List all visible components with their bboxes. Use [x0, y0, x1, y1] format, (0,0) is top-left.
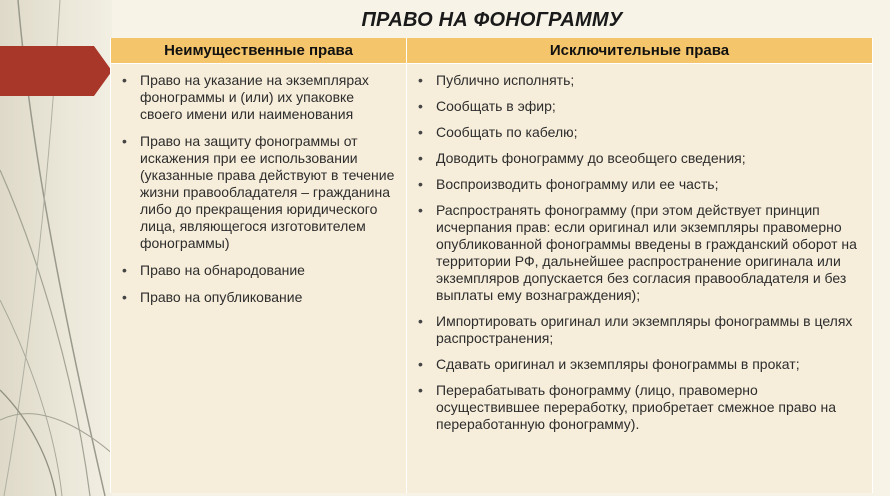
list-item — [413, 98, 864, 115]
bullet-icon: • — [122, 133, 127, 149]
bullet-icon: • — [418, 150, 423, 166]
list-item — [413, 150, 864, 167]
list-item — [413, 176, 864, 193]
list-item-text: Право на защиту фонограммы от искажения при ее использовании (указанные права действуют в течение жизни правообладателя – гражданина либо до прекращения юридического лица, являющегося изготовителем фонограммы) — [140, 133, 395, 251]
bullet-icon: • — [418, 72, 423, 88]
list-item-text: Воспроизводить фонограмму или ее часть; — [436, 176, 719, 192]
list-item-text: Сообщать в эфир; — [436, 98, 556, 114]
bullet-icon: • — [418, 313, 423, 329]
bullet-icon: • — [418, 356, 423, 372]
bullet-icon: • — [418, 124, 423, 140]
table-header-row — [111, 38, 873, 64]
list-item-text: Право на обнародование — [140, 262, 305, 278]
bullet-icon: • — [122, 72, 127, 88]
bullet-icon: • — [122, 262, 127, 278]
bullet-icon: • — [418, 176, 423, 192]
header-non-property-rights: Неимущественные права — [111, 38, 407, 64]
list-item-text: Сообщать по кабелю; — [436, 124, 578, 140]
non-property-rights-list — [117, 72, 398, 306]
list-item — [413, 356, 864, 373]
bullet-icon: • — [122, 289, 127, 305]
list-item-text: Перерабатывать фонограмму (лицо, правомерно осуществившее переработку, приобретает смежное право на переработанную фонограмму). — [436, 382, 837, 432]
rights-table — [110, 38, 873, 493]
list-item — [117, 133, 398, 252]
list-item — [413, 202, 864, 304]
list-item-text: Публично исполнять; — [436, 72, 575, 88]
list-item — [117, 262, 398, 279]
header-exclusive-rights: Исключительные права — [407, 38, 873, 64]
list-item — [117, 72, 398, 123]
table-body-row — [111, 64, 873, 494]
list-item — [413, 72, 864, 89]
list-item — [413, 124, 864, 141]
list-item-text: Распространять фонограмму (при этом действует принцип исчерпания прав: если оригинал или экземпляры правомерно опубликованной фонограммы введены в гражданский оборот на территории РФ, дальнейшее распространение оригинала или экземпляров допускается без согласия правообладателя и без выплаты ему вознаграждения); — [436, 202, 857, 303]
exclusive-rights-cell — [407, 64, 873, 494]
list-item-text: Доводить фонограмму до всеобщего сведения; — [436, 150, 746, 166]
list-item — [117, 289, 398, 306]
arrow-shape — [0, 46, 112, 96]
exclusive-rights-list — [413, 72, 864, 433]
list-item-text: Право на указание на экземплярах фонограммы и (или) их упаковке своего имени или наименования — [140, 72, 369, 122]
slide-title: ПРАВО НА ФОНОГРАММУ — [361, 9, 623, 31]
non-property-rights-cell — [111, 64, 407, 494]
list-item-text: Импортировать оригинал или экземпляры фонограммы в целях распространения; — [436, 313, 853, 346]
list-item — [413, 313, 864, 347]
bullet-icon: • — [418, 202, 423, 218]
list-item — [413, 382, 864, 433]
list-item-text: Право на опубликование — [140, 289, 303, 305]
bullet-icon: • — [418, 382, 423, 398]
list-item-text: Сдавать оригинал и экземпляры фонограммы в прокат; — [436, 356, 800, 372]
bullet-icon: • — [418, 98, 423, 114]
